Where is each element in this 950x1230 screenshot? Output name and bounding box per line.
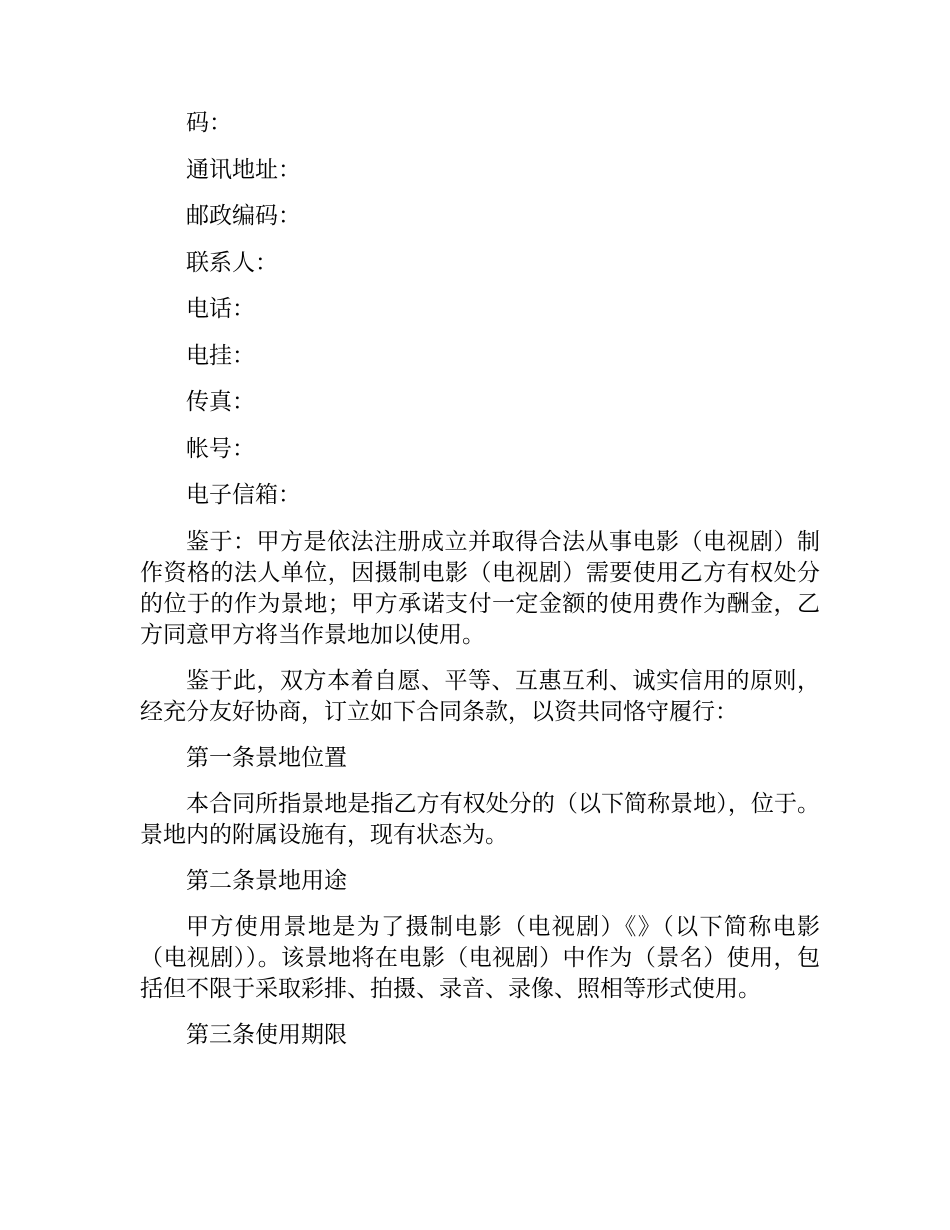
recital-paragraph-1: 鉴于：甲方是依法注册成立并取得合法从事电影（电视剧）制作资格的法人单位，因摄制电影（电视剧）需要使用乙方有权处分的位于的作为景地；甲方承诺支付一定金额的使用费作为酬金，乙方同意甲方将当作景地加以使用。 [140, 528, 820, 648]
article-1-body: 本合同所指景地是指乙方有权处分的（以下简称景地），位于。景地内的附属设施有，现有状态为。 [140, 790, 820, 848]
field-email-label: 电子信箱： [186, 482, 301, 508]
document-body [140, 108, 820, 1066]
field-telegraph-label: 电挂： [186, 342, 255, 369]
field-postcode-label: 邮政编码： [186, 203, 301, 229]
field-account-label: 帐号： [186, 435, 255, 462]
field-contact-label: 联系人： [186, 249, 278, 276]
article-2-body: 甲方使用景地是为了摄制电影（电视剧）《》（以下简称电影（电视剧））。该景地将在电影（电视剧）中作为（景名）使用，包括但不限于采取彩排、拍摄、录音、录像、照相等形式使用。 [140, 913, 820, 1002]
field-code-label: 码： [186, 110, 232, 136]
recital-paragraph-2: 鉴于此，双方本着自愿、平等、互惠互利、诚实信用的原则，经充分友好协商，订立如下合同条款，以资共同恪守履行： [140, 667, 820, 725]
article-3-title: 第三条使用期限 [186, 1021, 347, 1048]
field-address-label: 通讯地址： [186, 156, 301, 183]
article-1-title: 第一条景地位置 [186, 744, 347, 771]
field-fax-label: 传真： [186, 389, 255, 415]
article-2-title: 第二条景地用途 [186, 867, 347, 894]
field-phone-label: 电话： [186, 296, 255, 322]
